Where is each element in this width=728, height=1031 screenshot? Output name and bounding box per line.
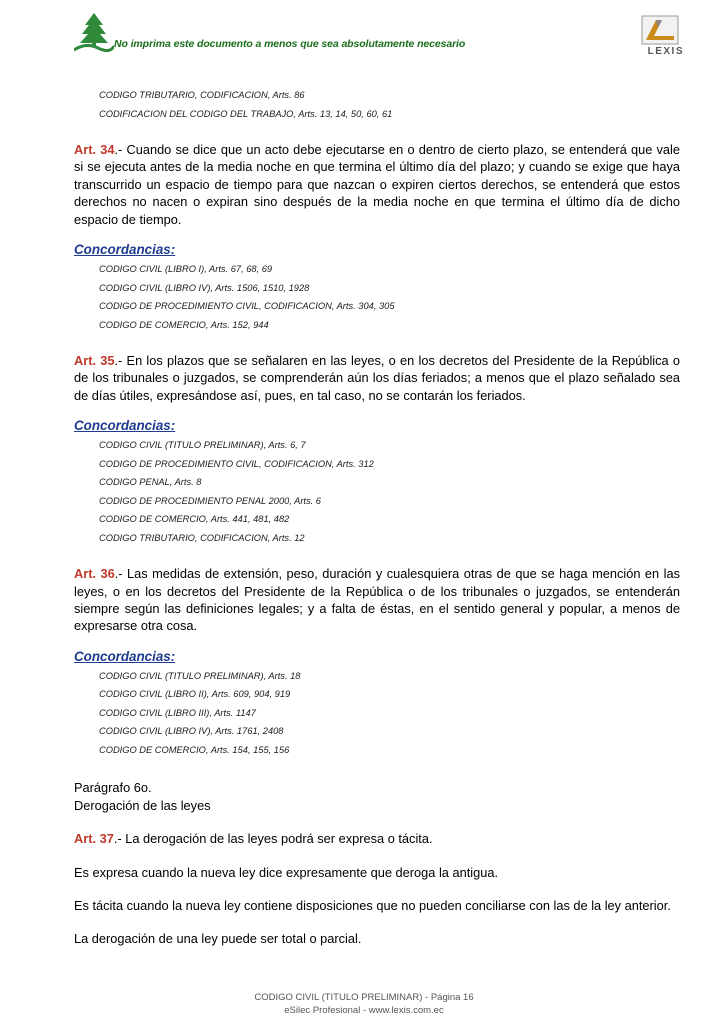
concordancia-item: CODIGO CIVIL (LIBRO IV), Arts. 1506, 1510, 1928 xyxy=(99,282,310,293)
concordancias-list xyxy=(74,667,680,760)
lexis-brand: LEXIS xyxy=(647,46,684,57)
concordancia-item: CODIGO TRIBUTARIO, CODIFICACION, Arts. 86 xyxy=(99,90,305,100)
section-heading-number: Parágrafo 6o. xyxy=(74,780,152,796)
concordancia-item: CODIGO CIVIL (LIBRO I), Arts. 67, 68, 69 xyxy=(99,264,273,275)
footer-page-info: CODIGO CIVIL (TITULO PRELIMINAR) - Página 16 xyxy=(254,992,474,1003)
concordancia-item: CODIFICACION DEL CODIGO DEL TRABAJO, Arts. 13, 14, 50, 60, 61 xyxy=(99,108,393,119)
top-concordancias-list xyxy=(74,86,680,123)
concordancias-list xyxy=(74,260,680,334)
article-number: Art. 36 xyxy=(74,566,115,582)
article-text: .- En los plazos que se señalaren en las leyes, o en los decretos del Presidente de la República o de los tribunales o juzgados, se comprenderán aún los días feriados; a menos que el plazo señalado sea de días útiles, expresándose así, pues, en tal caso, no se contarán los feriados. xyxy=(74,353,680,403)
paragraph: La derogación de una ley puede ser total o parcial. xyxy=(74,931,362,947)
document-body xyxy=(74,86,680,948)
article-number: Art. 34 xyxy=(74,142,115,157)
page-header xyxy=(74,8,686,60)
concordancia-item: CODIGO TRIBUTARIO, CODIFICACION, Arts. 12 xyxy=(99,532,305,543)
article-37 xyxy=(74,830,680,847)
concordancias-title: Concordancias: xyxy=(74,242,176,258)
concordancia-item: CODIGO DE PROCEDIMIENTO CIVIL, CODIFICACION, Arts. 312 xyxy=(99,458,374,469)
article-36 xyxy=(74,565,680,635)
print-warning: No imprima este documento a menos que sea absolutamente necesario xyxy=(114,38,466,50)
concordancias-title: Concordancias: xyxy=(74,418,176,434)
concordancia-item: CODIGO CIVIL (LIBRO II), Arts. 609, 904, 919 xyxy=(99,689,291,700)
concordancia-item: CODIGO CIVIL (TITULO PRELIMINAR), Arts. 6, 7 xyxy=(99,440,306,451)
concordancia-item: CODIGO DE COMERCIO, Arts. 154, 155, 156 xyxy=(99,744,290,755)
paragraph: Es tácita cuando la nueva ley contiene disposiciones que no pueden conciliarse con las de la ley anterior. xyxy=(74,898,671,913)
concordancia-item: CODIGO CIVIL (LIBRO IV), Arts. 1761, 2408 xyxy=(99,726,284,737)
paragraph: Es expresa cuando la nueva ley dice expresamente que deroga la antigua. xyxy=(74,864,499,880)
article-text: .- Cuando se dice que un acto debe ejecutarse en o dentro de cierto plazo, se entenderá que vale si se ejecuta antes de la media noche en que termina el último día del plazo; y cuando se exige que haya transcurrido un espacio de tiempo para que nazcan o expiren ciertos derechos, se entenderá que estos derechos no nacen o expiran sino después de la media noche en que termina el último día de dicho espacio de tiempo. xyxy=(74,142,681,227)
article-34 xyxy=(74,141,680,228)
article-number: Art. 37 xyxy=(74,831,114,847)
section-heading-title: Derogación de las leyes xyxy=(74,797,211,813)
concordancia-item: CODIGO DE COMERCIO, Arts. 441, 481, 482 xyxy=(99,514,290,525)
concordancia-item: CODIGO DE PROCEDIMIENTO CIVIL, CODIFICACION, Arts. 304, 305 xyxy=(99,301,395,312)
concordancia-item: CODIGO DE PROCEDIMIENTO PENAL 2000, Arts. 6 xyxy=(99,495,321,506)
tree-logo-icon xyxy=(74,12,114,54)
article-number: Art. 35 xyxy=(74,353,115,369)
footer-site: eSilec Profesional - www.lexis.com.ec xyxy=(284,1005,444,1016)
article-35 xyxy=(74,352,680,404)
concordancia-item: CODIGO DE COMERCIO, Arts. 152, 944 xyxy=(99,319,269,330)
article-text: .- Las medidas de extensión, peso, duración y cualesquiera otras de que se haga mención en las leyes, o en los decretos del Presidente de la República o de los tribunales o juzgados, se entenderán siempre según las definiciones legales; y a falta de éstas, en el sentido general y popular, a menos de expresarse otra cosa. xyxy=(74,566,680,634)
article-text: .- La derogación de las leyes podrá ser expresa o tácita. xyxy=(113,831,433,847)
concordancias-list xyxy=(74,436,680,547)
page-footer xyxy=(0,991,728,1017)
concordancia-item: CODIGO PENAL, Arts. 8 xyxy=(99,477,202,488)
concordancia-item: CODIGO CIVIL (TITULO PRELIMINAR), Arts. 18 xyxy=(99,670,301,681)
concordancias-title: Concordancias: xyxy=(74,648,176,664)
concordancia-item: CODIGO CIVIL (LIBRO III), Arts. 1147 xyxy=(99,707,256,718)
